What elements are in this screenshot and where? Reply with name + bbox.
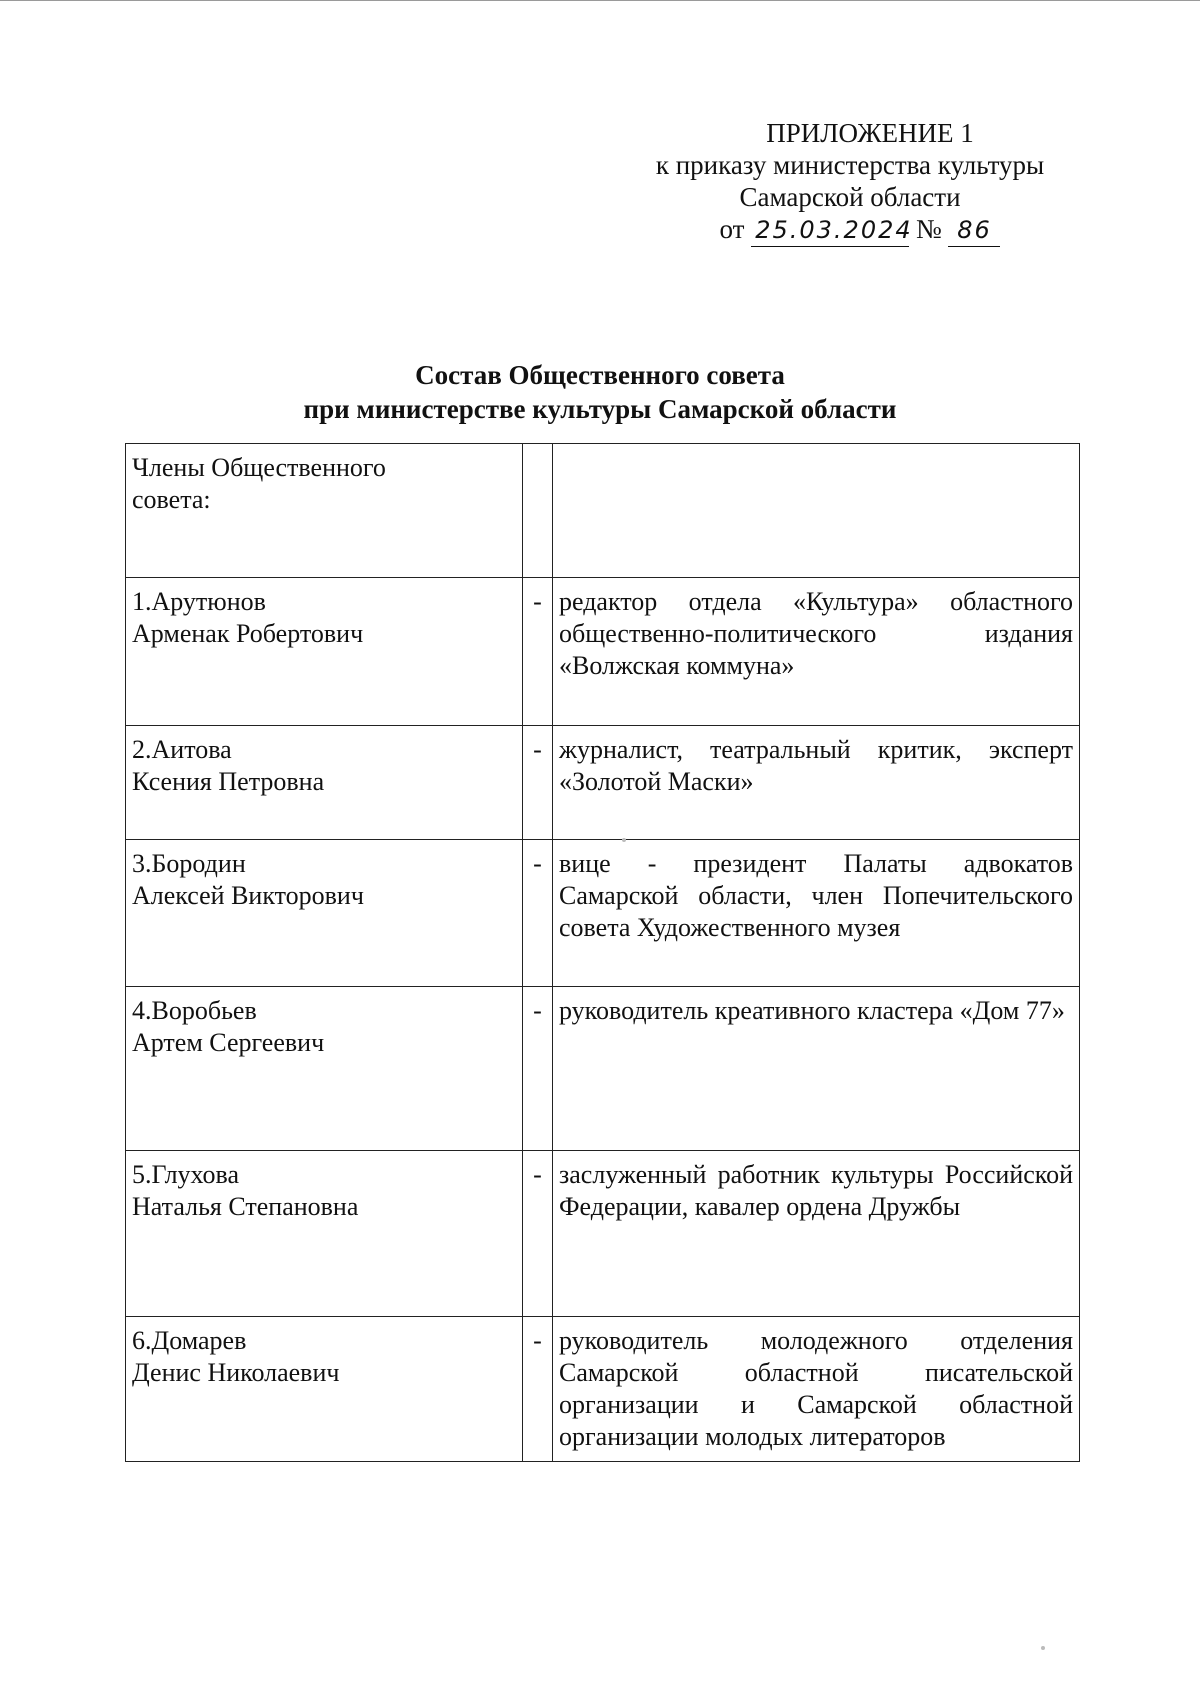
- scan-speck: [622, 838, 626, 842]
- member-role-cell: вице - президент Палаты адвокатов Самарской области, член Попечительского совета Художественного музея: [553, 840, 1080, 987]
- appendix-region-line: Самарской области: [739, 182, 961, 212]
- member-given-names: Арменак Робертович: [132, 619, 364, 648]
- appendix-title: ПРИЛОЖЕНИЕ 1: [766, 118, 974, 148]
- table-header-row: [126, 444, 1080, 578]
- member-name-cell: [126, 726, 523, 840]
- member-given-names: Денис Николаевич: [132, 1358, 340, 1387]
- heading-line-1: Состав Общественного совета: [415, 360, 785, 390]
- header-label-line-2: совета:: [132, 485, 211, 514]
- heading-line-2: при министерстве культуры Самарской области: [303, 394, 897, 424]
- page-top-border: [0, 0, 1200, 1]
- table-row: [126, 1151, 1080, 1317]
- dash-cell: -: [523, 578, 553, 726]
- member-role-cell: редактор отдела «Культура» областного общественно-политического издания «Волжская коммуна»: [553, 578, 1080, 726]
- table-row: [126, 840, 1080, 987]
- member-given-names: Артем Сергеевич: [132, 1028, 325, 1057]
- number-prefix: №: [915, 214, 942, 244]
- header-name-cell: [126, 444, 523, 578]
- member-role-cell: журналист, театральный критик, эксперт «Золотой Маски»: [553, 726, 1080, 840]
- member-number-surname: 1.Арутюнов: [132, 587, 266, 616]
- header-dash-cell: [523, 444, 553, 578]
- member-number-surname: 2.Аитова: [132, 735, 232, 764]
- handwritten-date: 25.03.2024: [751, 214, 909, 247]
- appendix-order-line: к приказу министерства культуры: [655, 150, 1045, 180]
- member-name-cell: [126, 840, 523, 987]
- member-role-cell: руководитель креативного кластера «Дом 77»: [553, 987, 1080, 1151]
- header-role-cell: [553, 444, 1080, 578]
- member-number-surname: 3.Бородин: [132, 849, 246, 878]
- dash-cell: -: [523, 840, 553, 987]
- appendix-header: [610, 117, 1090, 247]
- member-number-surname: 4.Воробьев: [132, 996, 257, 1025]
- member-name-cell: [126, 1151, 523, 1317]
- member-given-names: Ксения Петровна: [132, 767, 325, 796]
- member-role-cell: заслуженный работник культуры Российской Федерации, кавалер ордена Дружбы: [553, 1151, 1080, 1317]
- date-prefix: от: [719, 214, 745, 244]
- table-row: [126, 1317, 1080, 1462]
- table-row: [126, 578, 1080, 726]
- header-label-line-1: Члены Общественного: [132, 453, 386, 482]
- document-heading: [150, 358, 1050, 426]
- dash-cell: -: [523, 1317, 553, 1462]
- table-row: [126, 987, 1080, 1151]
- dash-cell: -: [523, 726, 553, 840]
- appendix-date-number-line: [610, 213, 1090, 247]
- table-row: [126, 726, 1080, 840]
- dash-cell: -: [523, 1151, 553, 1317]
- member-name-cell: [126, 987, 523, 1151]
- member-number-surname: 6.Домарев: [132, 1326, 247, 1355]
- dash-cell: -: [523, 987, 553, 1151]
- scan-speck: [1041, 1646, 1045, 1650]
- member-name-cell: [126, 1317, 523, 1462]
- member-name-cell: [126, 578, 523, 726]
- member-role-cell: руководитель молодежного отделения Самарской областной писательской организации и Самарской областной организации молодых литераторов: [553, 1317, 1080, 1462]
- council-members-table: [125, 443, 1080, 1462]
- handwritten-number: 86: [948, 214, 1000, 247]
- member-given-names: Наталья Степановна: [132, 1192, 359, 1221]
- member-number-surname: 5.Глухова: [132, 1160, 240, 1189]
- member-given-names: Алексей Викторович: [132, 881, 364, 910]
